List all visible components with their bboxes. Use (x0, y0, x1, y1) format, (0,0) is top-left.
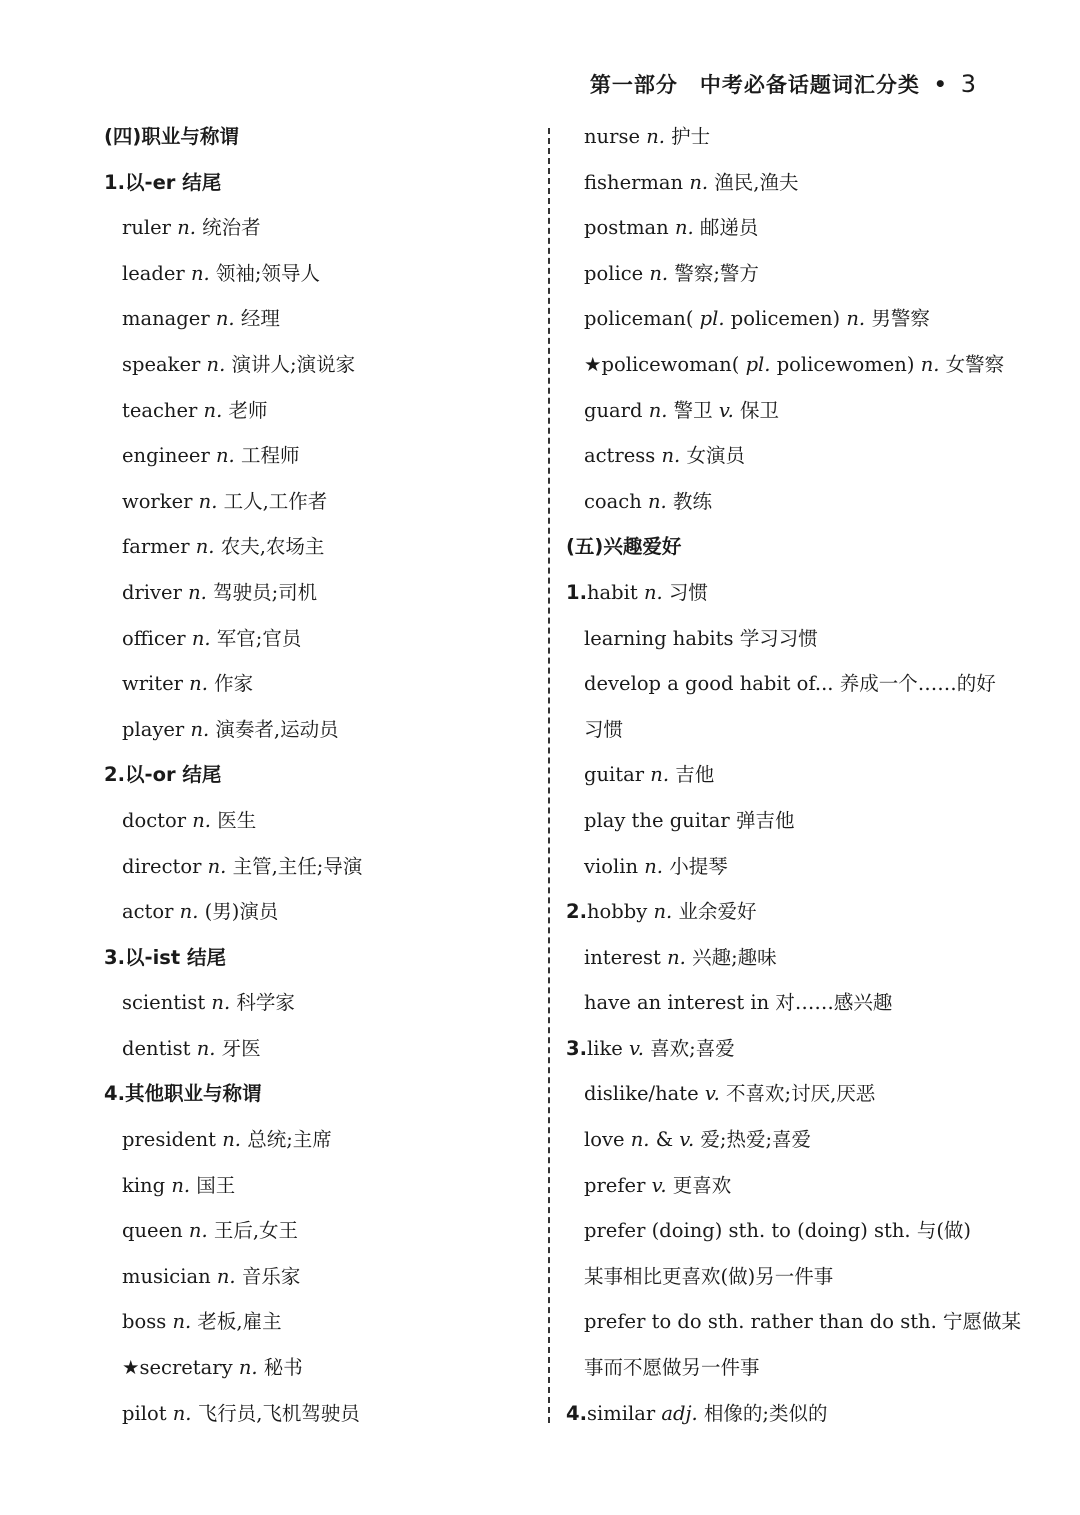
entry-definition: 习惯 (584, 717, 624, 741)
vocab-entry (566, 1345, 996, 1391)
entry-pos: n. (667, 945, 686, 969)
entry-pos: n. (653, 900, 673, 924)
entry-definition: 牙医 (221, 1036, 261, 1060)
entry-pos: n. (647, 489, 667, 513)
entry-number: 1. (566, 580, 587, 604)
entry-definition: 国王 (196, 1173, 236, 1197)
section-heading: (四)职业与称谓 (104, 125, 239, 148)
entry-word: postman (584, 216, 669, 240)
entry-pos: n. (172, 1401, 192, 1425)
entry-pos: n. (215, 307, 235, 331)
entry-definition: 女警察 (945, 352, 1005, 376)
entry-definition: 兴趣;趣味 (692, 945, 777, 969)
page-number: 3 (960, 70, 976, 98)
entry-word-2: & (655, 1128, 674, 1152)
entry-pos: pl. (699, 307, 725, 331)
entry-definition: 飞行员,飞机驾驶员 (197, 1401, 360, 1425)
entry-word: actor (122, 900, 174, 924)
vocab-entry (104, 524, 536, 570)
entry-word: officer (122, 626, 186, 650)
entry-definition: 警卫 (673, 398, 713, 422)
vocab-entry (566, 205, 996, 251)
vocab-entry (104, 844, 536, 890)
entry-pos: n. (211, 991, 231, 1015)
vocab-entry (566, 707, 996, 753)
entry-word: president (122, 1128, 217, 1152)
entry-word: leader (122, 261, 185, 285)
entry-word: police (584, 261, 644, 285)
entry-pos: n. (177, 216, 196, 240)
entry-definition: 女演员 (686, 444, 745, 468)
entry-definition: 主管,主任;导演 (232, 854, 363, 878)
vocab-entry (104, 205, 536, 251)
entry-definition: 养成一个……的好 (839, 672, 996, 696)
entry-word: queen (122, 1219, 183, 1243)
subsection-number: 2. (104, 763, 125, 787)
entry-word: player (122, 717, 185, 741)
entry-word: habit (586, 580, 638, 604)
vocab-entry (566, 1117, 996, 1163)
entry-pos: n. (222, 1128, 241, 1152)
entry-pos: adj. (661, 1401, 698, 1425)
entry-word: have an interest in (584, 991, 770, 1015)
entry-definition: 习惯 (668, 580, 708, 604)
vocab-entry (104, 1163, 536, 1209)
vocab-entry (566, 570, 996, 616)
entry-definition: 护士 (671, 125, 711, 148)
entry-pos: pl. (745, 352, 771, 376)
entry-pos: n. (189, 672, 208, 696)
section-title: 第一部分 中考必备话题词汇分类 (589, 72, 920, 97)
vocab-entry (566, 1208, 996, 1254)
entry-definition: 喜欢;喜爱 (650, 1036, 735, 1060)
entry-definition-2: 保卫 (739, 398, 779, 422)
entry-number: 3. (566, 1036, 587, 1060)
vocab-entry (104, 388, 536, 434)
vocab-entry (104, 1254, 536, 1300)
entry-pos-2: n. (846, 307, 866, 331)
vocab-entry (566, 160, 996, 206)
vocab-entry (566, 1026, 996, 1072)
entry-word: guard (584, 398, 643, 422)
entry-word: prefer (584, 1173, 646, 1197)
entry-word: manager (122, 307, 210, 331)
vocab-entry (566, 251, 996, 297)
entry-word: similar (586, 1401, 656, 1425)
entry-pos: v. (629, 1036, 644, 1060)
vocab-entry (104, 798, 536, 844)
entry-definition: 更喜欢 (672, 1173, 732, 1197)
entry-word: worker (122, 489, 193, 513)
entry-word: writer (122, 672, 183, 696)
entry-word: musician (122, 1264, 211, 1288)
entry-word: coach (584, 489, 642, 513)
entry-word: director (122, 854, 202, 878)
entry-definition: 军官;官员 (216, 626, 302, 650)
header-bullet: • (933, 72, 947, 96)
entry-pos: n. (215, 444, 235, 468)
entry-definition: 工人,工作者 (223, 489, 328, 513)
entry-pos: v. (651, 1173, 667, 1197)
entry-word: speaker (122, 352, 201, 376)
entry-word: interest (584, 945, 661, 969)
entry-definition: 工程师 (240, 444, 300, 468)
entry-pos: n. (216, 1264, 236, 1288)
vocab-entry (566, 889, 996, 935)
entry-pos: n. (648, 398, 668, 422)
entry-word: guitar (584, 763, 645, 787)
entry-definition: 统治者 (202, 216, 261, 240)
vocab-entry (104, 570, 536, 616)
entry-word: learning habits (584, 626, 734, 650)
entry-definition: 演讲人;演说家 (231, 352, 356, 376)
subsection-number: 3. (104, 945, 125, 969)
subsection-heading (104, 160, 536, 206)
entry-definition: 男警察 (871, 307, 930, 331)
vocab-entry (566, 479, 996, 525)
vocab-entry (566, 798, 996, 844)
vocab-entry (566, 1163, 996, 1209)
entry-pos: n. (650, 763, 670, 787)
entry-word: king (122, 1173, 166, 1197)
vocab-entry (566, 752, 996, 798)
entry-pos: n. (644, 854, 663, 878)
entry-word: play the guitar (584, 808, 730, 832)
vocab-entry (566, 342, 1005, 388)
entry-definition: 某事相比更喜欢(做)另一件事 (584, 1264, 834, 1288)
entry-definition: 老板,雇主 (197, 1310, 282, 1334)
vocab-entry (566, 844, 996, 890)
vocab-entry (104, 479, 536, 525)
entry-definition: 渔民,渔夫 (714, 170, 799, 194)
vocab-entry (104, 1117, 536, 1163)
entry-definition: 警察;警方 (674, 261, 759, 285)
entry-pos: n. (195, 535, 215, 559)
column-divider (548, 128, 550, 1423)
entry-pos-2: n. (920, 352, 940, 376)
section-heading: (五)兴趣爱好 (566, 535, 682, 559)
vocab-entry (104, 342, 536, 388)
subsection-title: 以-or 结尾 (124, 763, 222, 787)
vocab-entry (566, 935, 996, 981)
entry-word-2: policewomen) (776, 352, 915, 376)
entry-pos: n. (649, 261, 669, 285)
entry-pos: n. (171, 1173, 191, 1197)
entry-definition: 相像的;类似的 (703, 1401, 828, 1425)
entry-word: doctor (122, 808, 187, 832)
entry-word: policeman( (584, 307, 694, 331)
entry-definition: 事而不愿做另一件事 (584, 1356, 760, 1380)
vocab-entry (566, 296, 996, 342)
entry-definition: 教练 (672, 489, 712, 513)
entry-definition: 演奏者,运动员 (215, 717, 339, 741)
vocab-entry (566, 388, 996, 434)
entry-word: fisherman (584, 170, 684, 194)
vocab-entry (104, 1299, 536, 1345)
entry-definition: 对……感兴趣 (775, 991, 893, 1015)
entry-word: boss (122, 1310, 167, 1334)
vocab-entry (566, 433, 996, 479)
right-column (566, 114, 1022, 1436)
vocab-entry (104, 1391, 536, 1437)
entry-word: pilot (122, 1401, 167, 1425)
entry-word: ★policewoman( (584, 352, 740, 376)
entry-definition: 宁愿做某 (943, 1310, 1022, 1334)
vocab-entry (104, 980, 536, 1026)
entry-definition: 总统;主席 (247, 1128, 332, 1152)
vocab-entry (104, 1026, 536, 1072)
entry-pos: n. (188, 1219, 208, 1243)
vocab-entry (104, 1208, 536, 1254)
entry-pos: n. (643, 580, 663, 604)
entry-definition: 邮递员 (699, 216, 759, 240)
entry-pos: n. (661, 444, 681, 468)
left-column (104, 114, 536, 1436)
subsection-number: 1. (104, 170, 125, 194)
entry-pos: n. (172, 1310, 192, 1334)
entry-definition: 不喜欢;讨厌,厌恶 (726, 1082, 876, 1106)
vocab-entry (566, 1254, 996, 1300)
entry-number: 4. (566, 1401, 587, 1425)
entry-definition: 与(做) (916, 1219, 972, 1243)
vocab-entry (104, 433, 536, 479)
entry-word: nurse (584, 125, 640, 148)
entry-word: farmer (122, 535, 190, 559)
entry-word: develop a good habit of... (584, 672, 834, 696)
entry-word-2: policemen) (730, 307, 841, 331)
vocab-entry (566, 661, 996, 707)
entry-definition: 科学家 (236, 991, 295, 1015)
entry-pos: n. (196, 1036, 216, 1060)
entry-definition: 爱;热爱;喜爱 (700, 1128, 812, 1152)
entry-definition: 吉他 (675, 763, 715, 787)
vocab-entry (566, 1299, 1022, 1345)
entry-pos: n. (198, 489, 218, 513)
vocab-entry (566, 1071, 996, 1117)
entry-word: ★secretary (122, 1356, 233, 1380)
entry-pos: n. (179, 900, 199, 924)
vocab-entry (104, 616, 536, 662)
entry-word: hobby (586, 900, 648, 924)
entry-word: teacher (122, 398, 198, 422)
entry-pos: n. (646, 125, 665, 148)
subsection-heading (104, 752, 536, 798)
entry-pos: n. (190, 717, 210, 741)
entry-pos: n. (191, 626, 211, 650)
entry-pos: n. (203, 398, 223, 422)
entry-word: dislike/hate (584, 1082, 699, 1106)
entry-word: violin (584, 854, 639, 878)
entry-word: scientist (122, 991, 206, 1015)
subsection-heading (104, 1071, 536, 1117)
vocab-entry (104, 1345, 536, 1391)
vocab-entry (566, 616, 996, 662)
entry-definition: 老师 (228, 398, 268, 422)
entry-word: dentist (122, 1036, 191, 1060)
vocab-entry (566, 980, 996, 1026)
entry-definition: 王后,女王 (213, 1219, 299, 1243)
subsection-title: 以-er 结尾 (124, 170, 222, 194)
entry-word: actress (584, 444, 656, 468)
vocab-entry (104, 661, 536, 707)
entry-definition: 农夫,农场主 (220, 535, 325, 559)
entry-definition: 经理 (240, 307, 280, 331)
entry-word: ruler (122, 216, 171, 240)
entry-definition: 弹吉他 (735, 808, 795, 832)
entry-word: driver (122, 580, 182, 604)
entry-word: prefer to do sth. rather than do sth. (584, 1310, 937, 1334)
entry-pos: n. (689, 170, 709, 194)
subsection-title: 其他职业与称谓 (124, 1082, 262, 1106)
entry-pos: n. (206, 352, 226, 376)
subsection-heading (104, 935, 536, 981)
vocab-entry (104, 707, 536, 753)
vocab-entry (104, 251, 536, 297)
entry-pos: v. (704, 1082, 720, 1106)
entry-pos-2: v. (718, 398, 734, 422)
entry-definition: 秘书 (263, 1356, 303, 1380)
entry-definition: (男)演员 (204, 900, 279, 924)
vocab-entry (566, 114, 996, 160)
entry-number: 2. (566, 900, 587, 924)
entry-word: prefer (doing) sth. to (doing) sth. (584, 1219, 911, 1243)
vocab-entry (104, 889, 536, 935)
entry-definition: 学习习惯 (739, 626, 818, 650)
entry-pos-2: v. (679, 1128, 695, 1152)
entry-pos: n. (192, 808, 212, 832)
entry-pos: n. (188, 580, 207, 604)
entry-pos: n. (630, 1128, 650, 1152)
entry-definition: 小提琴 (669, 854, 728, 878)
entry-word: engineer (122, 444, 210, 468)
page-header (590, 66, 976, 102)
subsection-title: 以-ist 结尾 (124, 945, 226, 969)
entry-pos: n. (207, 854, 227, 878)
entry-definition: 作家 (214, 672, 254, 696)
entry-pos: n. (190, 261, 210, 285)
entry-word: like (586, 1036, 623, 1060)
entry-pos: n. (238, 1356, 258, 1380)
vocab-entry (104, 296, 536, 342)
entry-definition: 业余爱好 (678, 900, 757, 924)
entry-definition: 领袖;领导人 (215, 261, 320, 285)
entry-definition: 音乐家 (241, 1264, 301, 1288)
subsection-number: 4. (104, 1082, 125, 1106)
entry-definition: 驾驶员;司机 (213, 580, 318, 604)
entry-definition: 医生 (217, 808, 257, 832)
entry-pos: n. (674, 216, 694, 240)
vocab-entry (566, 1391, 996, 1437)
entry-word: love (584, 1128, 625, 1152)
